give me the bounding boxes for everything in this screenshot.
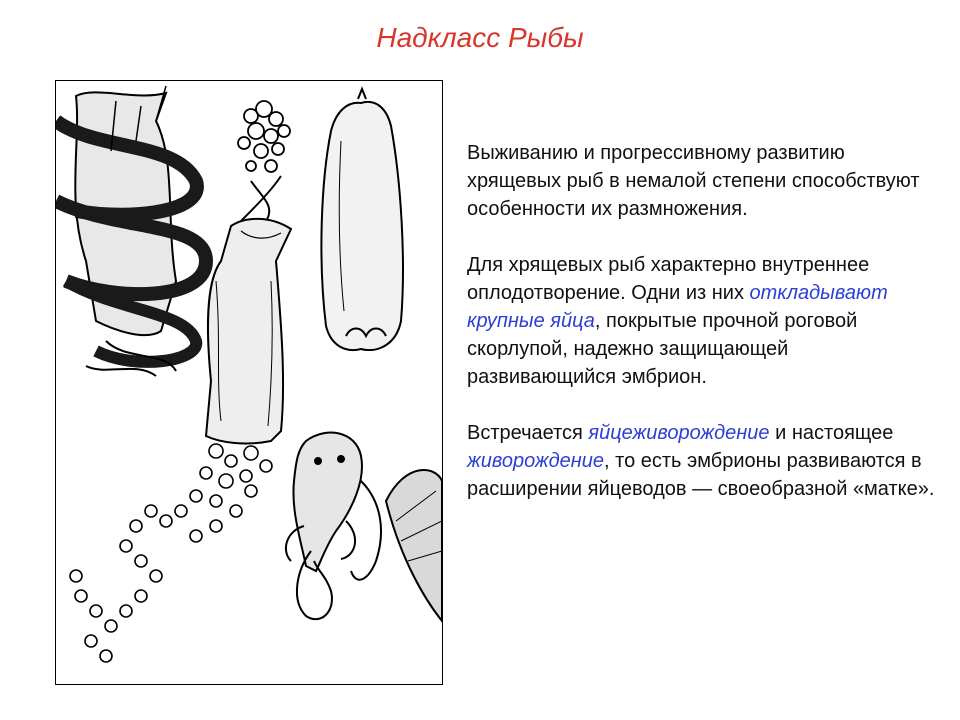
egg-capsules-illustration xyxy=(55,80,443,685)
p2-text-before: Для хрящевых рыб характерно внутреннее оплодотворение. Одни из них xyxy=(467,254,870,304)
p2-text-after: , покрытые прочной роговой скорлупой, надежно защищающей развивающийся эмбрион. xyxy=(467,310,858,388)
p3-text-after: , то есть эмбрионы развиваются в расширении яйцеводов — своеобразной «матке». xyxy=(467,450,935,500)
p3-text-middle: и настоящее xyxy=(769,422,894,444)
emphasis-lay-large-eggs: откладывают крупные яйца xyxy=(467,282,888,332)
text-block xyxy=(467,139,937,531)
spiral-egg-capsule xyxy=(56,86,206,376)
oblong-egg-case xyxy=(321,89,403,350)
slide-title: Надкласс Рыбы xyxy=(376,22,584,53)
emphasis-viviparity: живорождение xyxy=(467,450,605,472)
paragraph-viviparity xyxy=(467,419,937,503)
emphasis-ovoviviparity: яйцеживорождение xyxy=(588,422,770,444)
embryo-with-yolk-sac xyxy=(286,433,442,621)
paragraph-internal-fertilization xyxy=(467,251,937,391)
paragraph-reproduction-intro: Выживанию и прогрессивному развитию хрящевых рыб в немалой степени способствуют особенности их размножения. xyxy=(467,142,920,220)
p3-text-before: Встречается xyxy=(467,422,589,444)
